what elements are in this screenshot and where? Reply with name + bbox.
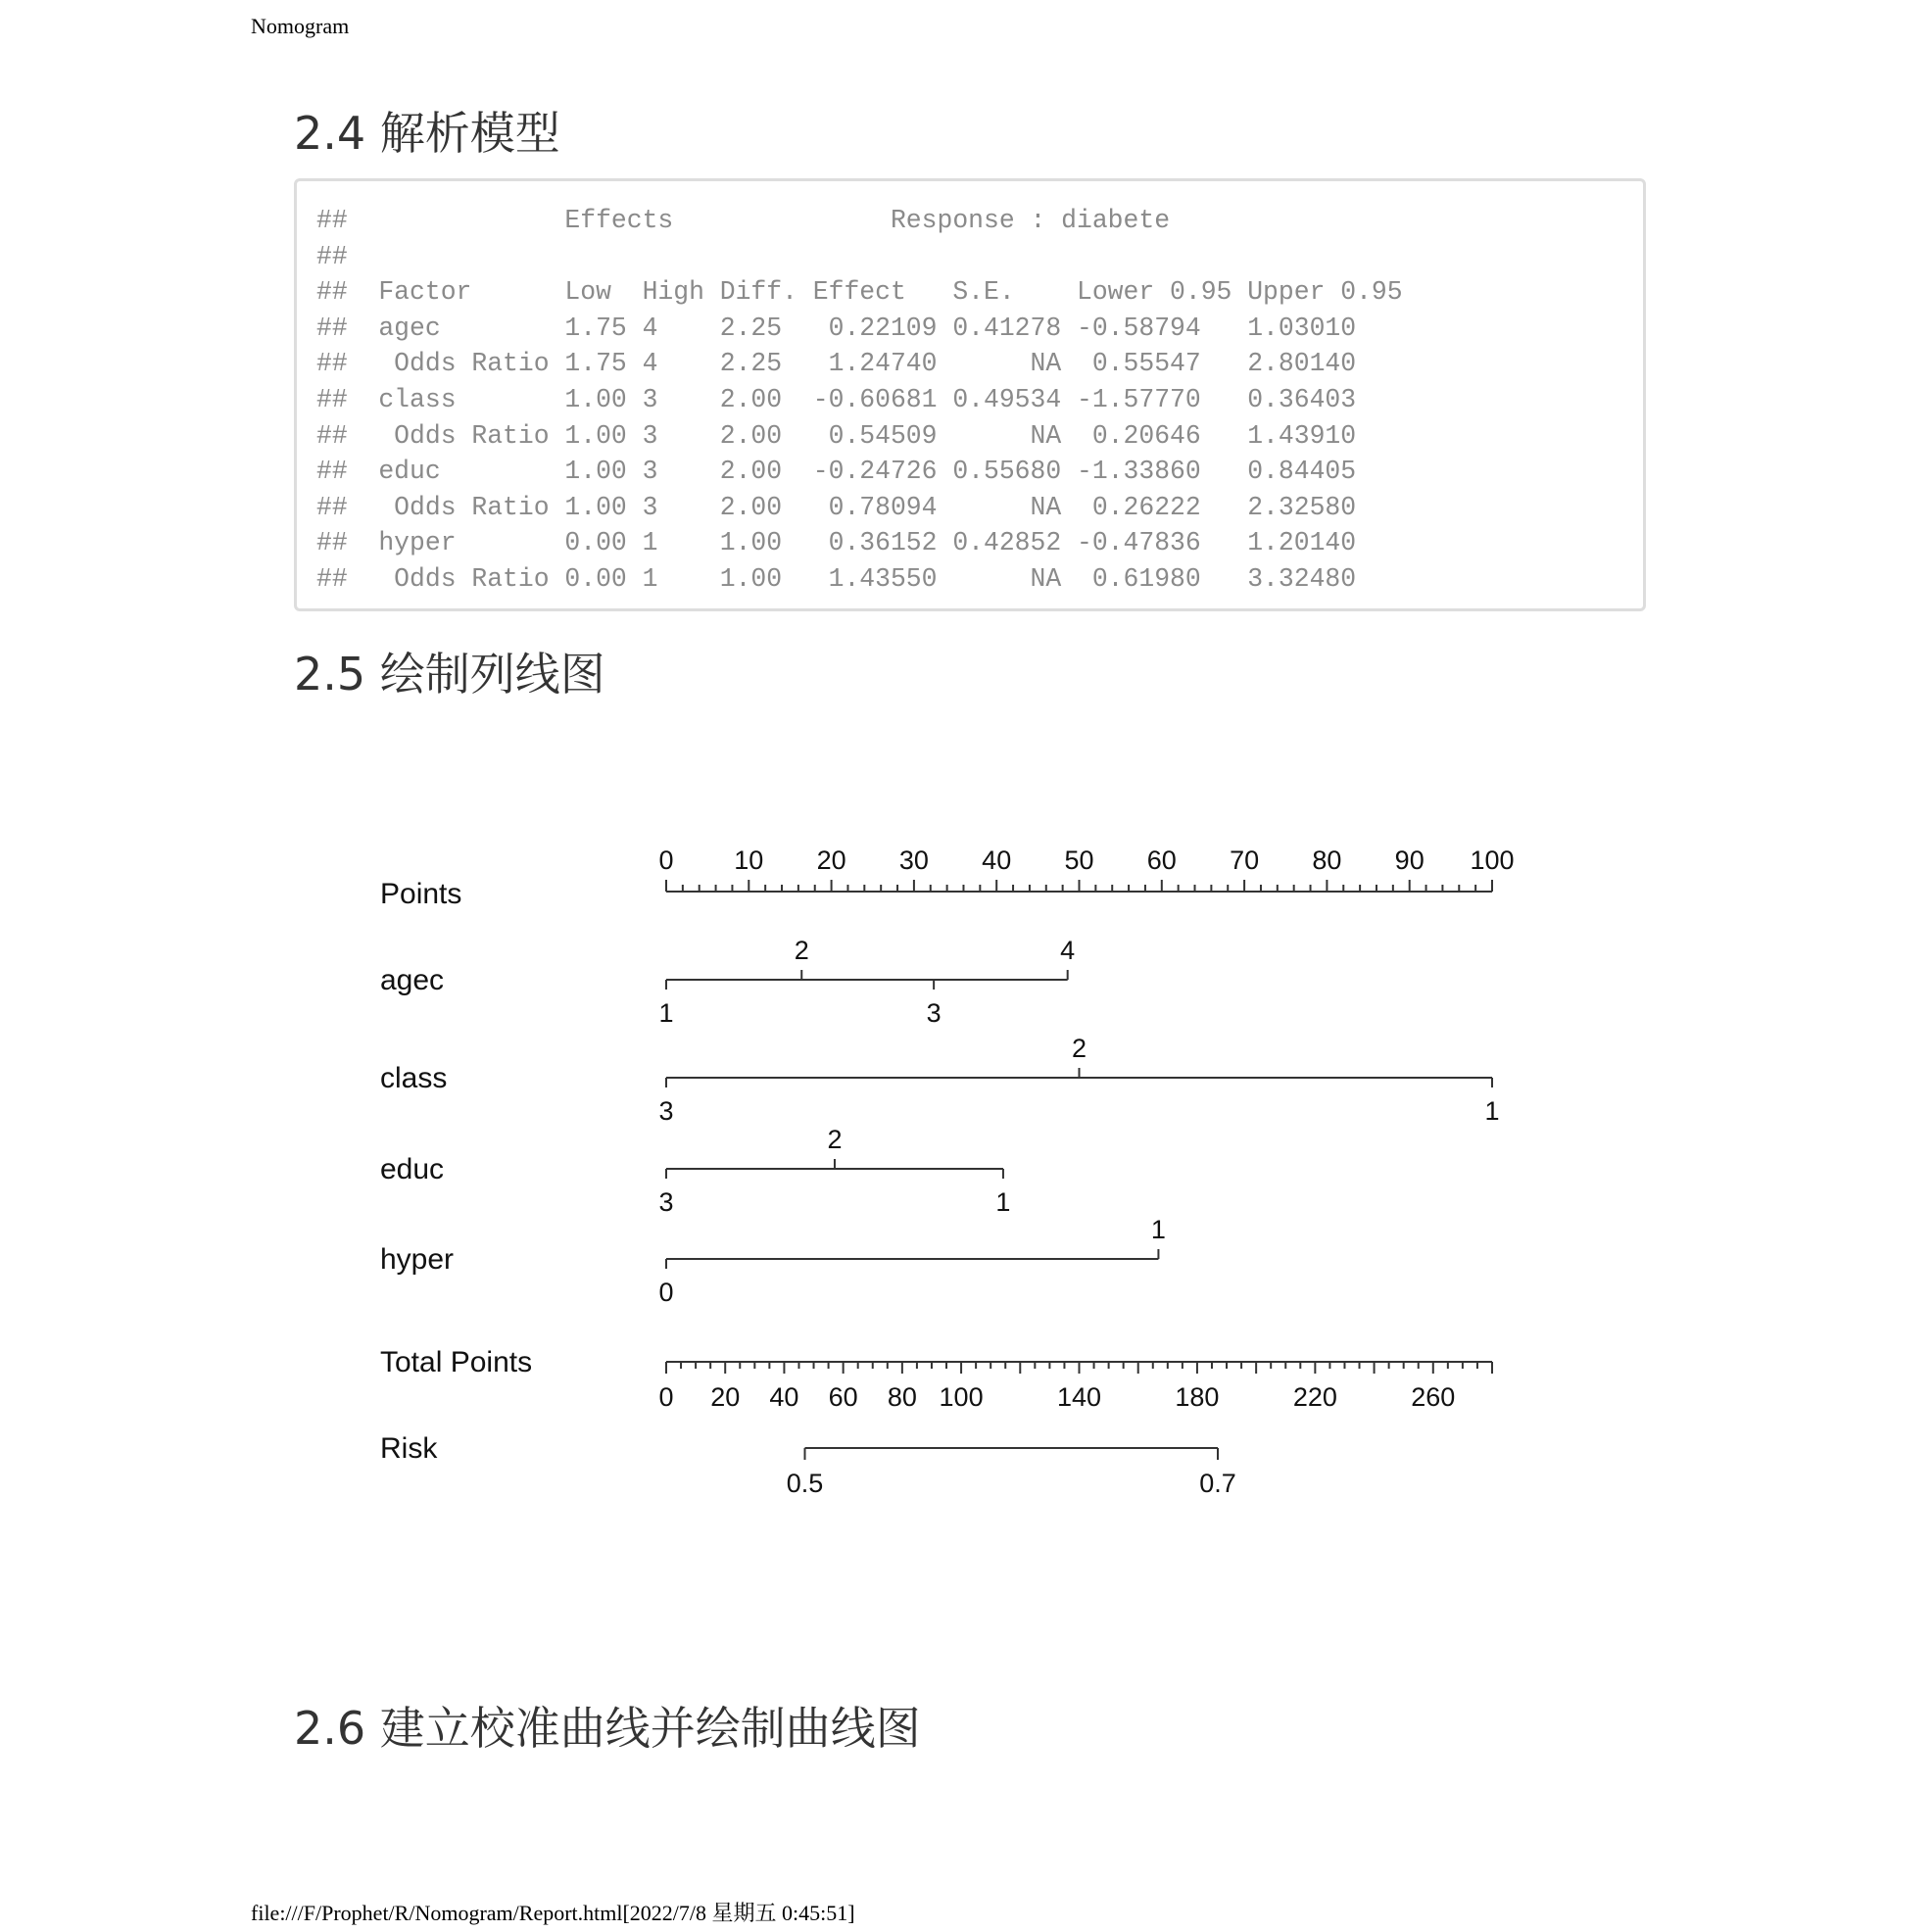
total-points-tick-label: 40 [769, 1382, 799, 1412]
risk-tick-label: 0.5 [786, 1469, 824, 1498]
variable-level-label: 3 [926, 998, 942, 1028]
code-line: ## Odds Ratio 1.75 4 2.25 1.24740 NA 0.55547 2.80140 [316, 349, 1357, 379]
total-points-tick-label: 80 [887, 1382, 917, 1412]
points-tick-label: 60 [1146, 845, 1177, 875]
variable-level-label: 1 [995, 1187, 1011, 1217]
points-tick-label: 20 [816, 845, 846, 875]
total-points-tick-label: 220 [1292, 1382, 1337, 1412]
variable-level-label: 4 [1060, 936, 1076, 965]
code-line: ## Odds Ratio 1.00 3 2.00 0.78094 NA 0.26222 2.32580 [316, 492, 1357, 522]
section-number: 2.5 [294, 648, 366, 700]
points-tick-label: 100 [1470, 845, 1515, 875]
section-title: 绘制列线图 [379, 648, 605, 700]
section-number: 2.4 [294, 107, 366, 160]
variable-level-label: 2 [1071, 1034, 1087, 1063]
nomogram-chart [362, 835, 1558, 1501]
code-line: ## Effects Response : diabete [316, 206, 1171, 235]
total-points-tick-label: 180 [1175, 1382, 1220, 1412]
section-heading-2-6 [294, 1693, 921, 1758]
total-points-tick-label: 20 [710, 1382, 741, 1412]
print-header-title: Nomogram [251, 14, 350, 38]
variable-level-label: 1 [1484, 1096, 1500, 1126]
section-number: 2.6 [294, 1702, 366, 1755]
section-heading-2-5 [294, 639, 605, 703]
variable-level-label: 2 [794, 936, 809, 965]
risk-tick-label: 0.7 [1199, 1469, 1236, 1498]
total-points-tick-label: 60 [828, 1382, 858, 1412]
print-footer-url: file:///F/Prophet/R/Nomogram/Report.html[2022/7/8 星期五 0:45:51] [251, 1901, 855, 1925]
total-points-tick-label: 260 [1411, 1382, 1456, 1412]
points-tick-label: 90 [1394, 845, 1425, 875]
code-line: ## educ 1.00 3 2.00 -0.24726 0.55680 -1.33860 0.84405 [316, 457, 1357, 487]
total-points-tick-label: 100 [939, 1382, 984, 1412]
risk-axis-label: Risk [380, 1432, 438, 1465]
variable-level-label: 1 [658, 998, 674, 1028]
points-tick-label: 40 [982, 845, 1012, 875]
points-tick-label: 0 [658, 845, 674, 875]
section-heading-2-4 [294, 98, 560, 163]
variable-level-label: 3 [658, 1096, 674, 1126]
section-title: 建立校准曲线并绘制曲线图 [379, 1702, 921, 1755]
variable-label-class: class [380, 1062, 448, 1094]
variable-level-label: 3 [658, 1187, 674, 1217]
total-points-tick-label: 140 [1056, 1382, 1102, 1412]
points-tick-label: 70 [1230, 845, 1260, 875]
code-line: ## hyper 0.00 1 1.00 0.36152 0.42852 -0.47836 1.20140 [316, 528, 1357, 558]
points-axis-label: Points [380, 878, 462, 910]
points-tick-label: 30 [898, 845, 929, 875]
variable-level-label: 1 [1150, 1215, 1166, 1244]
code-line: ## Factor Low High Diff. Effect S.E. Lower 0.95 Upper 0.95 [316, 277, 1403, 308]
variable-level-label: 2 [827, 1125, 843, 1154]
section-title: 解析模型 [379, 107, 560, 160]
code-line: ## Odds Ratio 0.00 1 1.00 1.43550 NA 0.61980 3.32480 [316, 563, 1357, 594]
variable-label-educ: educ [380, 1153, 445, 1185]
code-line: ## [316, 241, 348, 271]
code-output-block [294, 178, 1646, 611]
code-line: ## Odds Ratio 1.00 3 2.00 0.54509 NA 0.20646 1.43910 [316, 420, 1357, 451]
code-line: ## agec 1.75 4 2.25 0.22109 0.41278 -0.58794 1.03010 [316, 313, 1357, 343]
points-tick-label: 10 [734, 845, 764, 875]
variable-level-label: 0 [658, 1278, 674, 1307]
variable-label-agec: agec [380, 964, 445, 996]
total-points-axis-label: Total Points [380, 1346, 533, 1378]
code-line: ## class 1.00 3 2.00 -0.60681 0.49534 -1.57770 0.36403 [316, 384, 1357, 414]
total-points-tick-label: 0 [658, 1382, 674, 1412]
points-tick-label: 50 [1064, 845, 1094, 875]
variable-label-hyper: hyper [380, 1243, 455, 1276]
points-tick-label: 80 [1312, 845, 1342, 875]
